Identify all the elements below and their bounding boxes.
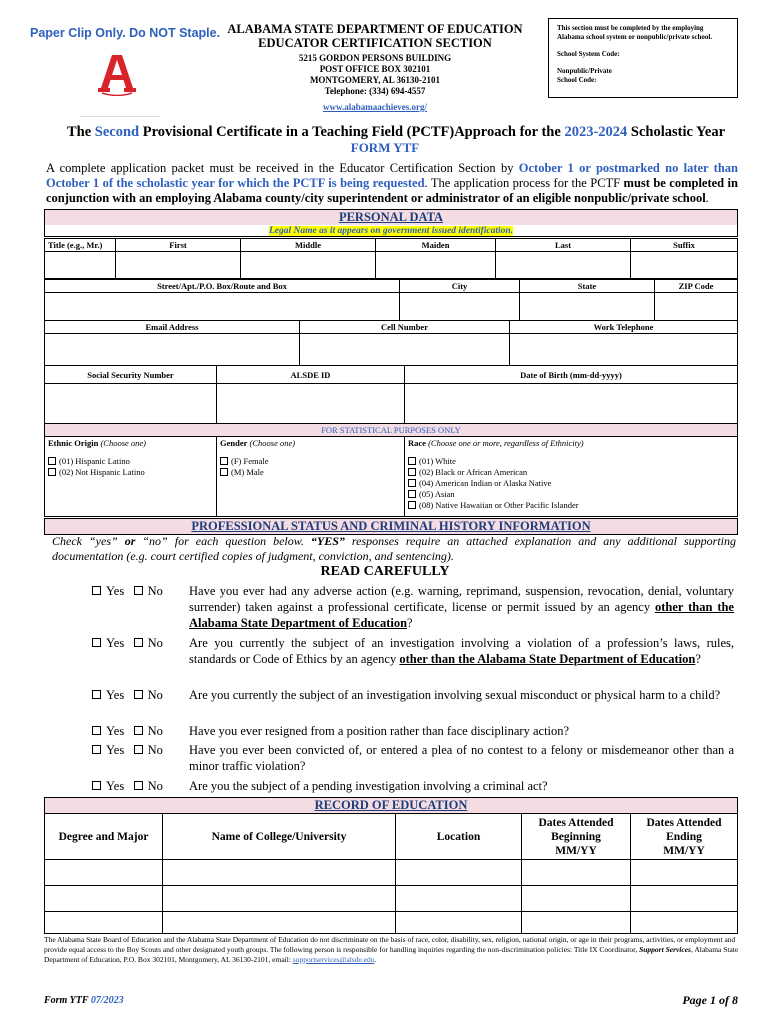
yes-label: Yes — [106, 743, 125, 757]
support-email-link[interactable]: supportservices@alsde.edu — [292, 955, 375, 964]
input-dob[interactable] — [405, 384, 738, 424]
instr-3: “no” for each question below. — [135, 534, 311, 548]
checkbox[interactable] — [408, 501, 416, 509]
label-alsde-id: ALSDE ID — [217, 366, 405, 384]
ethnic-option[interactable] — [48, 467, 213, 477]
question-text: Have you ever been convicted of, or entered a plea of no contest to a felony or misdemeanor other than a minor traffic violation? — [189, 743, 734, 773]
gender-option-label: (M) Male — [231, 467, 264, 477]
ethnic-cell — [45, 437, 217, 517]
label-dob: Date of Birth (mm-dd-yyyy) — [405, 366, 738, 384]
yes-no-group — [92, 635, 192, 651]
label-work-phone: Work Telephone — [510, 321, 738, 334]
col-college: Name of College/University — [163, 814, 396, 860]
legal-name-note-cell — [45, 225, 738, 237]
input-degree[interactable] — [45, 860, 163, 886]
no-label: No — [147, 636, 163, 650]
no-checkbox[interactable] — [134, 586, 143, 595]
name-table — [44, 238, 738, 279]
gender-cell — [217, 437, 405, 517]
checkbox[interactable] — [220, 457, 228, 465]
no-checkbox[interactable] — [134, 638, 143, 647]
no-checkbox[interactable] — [134, 690, 143, 699]
input-location[interactable] — [396, 860, 522, 886]
intro-s3: . The application process for the PCTF — [424, 176, 624, 190]
gender-label: Gender — [220, 438, 248, 448]
private-school-code-label: Nonpublic/Private School Code: — [557, 67, 612, 84]
question-5 — [92, 742, 734, 774]
nd-text-3: , Alabama State Department of Education, P.O. Box 302101, Montgomery, AL 36130-2101, email: — [44, 945, 739, 964]
checkbox[interactable] — [220, 468, 228, 476]
non-discrimination-notice — [44, 935, 740, 965]
question-1 — [92, 583, 734, 631]
instr-or: or — [124, 534, 136, 548]
instr-1: Check “yes” — [52, 534, 125, 548]
gender-hint: (Choose one) — [249, 438, 296, 448]
question-text: Have you ever resigned from a position rather than face disciplinary action? — [189, 724, 570, 738]
input-college[interactable] — [163, 860, 396, 886]
race-option-label: (02) Black or African American — [419, 467, 528, 477]
education-heading: RECORD OF EDUCATION — [45, 798, 738, 814]
input-location[interactable] — [396, 912, 522, 934]
col-end-l1: Dates Attended — [646, 816, 722, 829]
yes-label: Yes — [106, 584, 125, 598]
col-location: Location — [396, 814, 522, 860]
race-label: Race — [408, 438, 426, 448]
question-end: ? — [407, 616, 413, 630]
col-degree: Degree and Major — [45, 814, 163, 860]
yes-label: Yes — [106, 724, 125, 738]
question-6 — [92, 778, 734, 794]
yes-label: Yes — [106, 636, 125, 650]
education-row — [45, 860, 738, 886]
race-option[interactable] — [408, 478, 734, 488]
personal-data-heading: PERSONAL DATA — [45, 210, 738, 226]
read-carefully: READ CAREFULLY — [320, 564, 450, 579]
race-cell — [405, 437, 738, 517]
race-option-label: (08) Native Hawaiian or Other Pacific Islander — [419, 500, 579, 510]
input-college[interactable] — [163, 886, 396, 912]
id-table — [44, 365, 738, 424]
logo-divider — [80, 116, 160, 117]
legal-name-note: Legal Name as it appears on government issued identification. — [268, 226, 514, 236]
intro-conjunction: must be completed in conjunction with an employing Alabama county/city superintendent or administrator of an eligible nonpublic/private school — [46, 176, 738, 205]
label-email: Email Address — [45, 321, 300, 334]
question-text: Are you the subject of a pending investigation involving a criminal act? — [189, 779, 548, 793]
label-title: Title (e.g., Mr.) — [45, 239, 116, 252]
yes-label: Yes — [106, 688, 125, 702]
col-begin — [522, 814, 631, 860]
input-cell[interactable] — [300, 334, 510, 366]
yes-checkbox[interactable] — [92, 781, 101, 790]
race-option[interactable] — [408, 467, 734, 477]
question-4 — [92, 723, 734, 739]
school-code-box — [548, 18, 738, 98]
form-name: FORM YTF — [350, 140, 420, 155]
address-table — [44, 279, 738, 321]
website-link[interactable]: www.alabamaachieves.org/ — [323, 102, 427, 112]
race-hint: (Choose one or more, regardless of Ethnicity) — [428, 438, 584, 448]
input-zip[interactable] — [655, 293, 738, 321]
input-title[interactable] — [45, 252, 116, 279]
col-end-l3: MM/YY — [663, 844, 705, 857]
input-end[interactable] — [631, 912, 738, 934]
ethnic-option-label: (02) Not Hispanic Latino — [59, 467, 145, 477]
race-option-label: (05) Asian — [419, 489, 455, 499]
yes-checkbox[interactable] — [92, 745, 101, 754]
yes-no-group — [92, 723, 192, 739]
input-end[interactable] — [631, 886, 738, 912]
stat-heading: FOR STATISTICAL PURPOSES ONLY — [45, 424, 738, 437]
col-begin-l3: MM/YY — [555, 844, 597, 857]
address-line-2: POST OFFICE BOX 302101 — [319, 64, 431, 74]
education-row — [45, 886, 738, 912]
yes-checkbox[interactable] — [92, 638, 101, 647]
instr-5: responses require an attached explanation and any additional supporting documentation (e.g. court certified copies of judgment, conviction, and sentencing). — [52, 534, 736, 563]
question-end: ? — [695, 652, 701, 666]
race-option[interactable] — [408, 489, 734, 499]
question-2 — [92, 635, 734, 667]
instr-yes: “YES” — [310, 534, 345, 548]
dept-line-2: EDUCATOR CERTIFICATION SECTION — [258, 36, 492, 50]
contact-table — [44, 320, 738, 366]
form-id-label: Form YTF — [44, 995, 91, 1006]
title-year: 2023-2024 — [564, 124, 628, 140]
school-system-code-label: School System Code: — [557, 50, 620, 58]
col-begin-l1: Dates Attended — [538, 816, 614, 829]
gender-option-label: (F) Female — [231, 456, 269, 466]
yes-label: Yes — [106, 779, 125, 793]
dept-line-1: ALABAMA STATE DEPARTMENT OF EDUCATION — [227, 22, 523, 36]
input-ssn[interactable] — [45, 384, 217, 424]
checkbox[interactable] — [408, 479, 416, 487]
question-text: Are you currently the subject of an investigation involving sexual misconduct or physical harm to a child? — [189, 688, 721, 702]
question-text: Are you currently the subject of an investigation involving a violation of a profession’s laws, rules, standards or Code of Ethics by an agency — [189, 636, 734, 666]
label-ssn: Social Security Number — [45, 366, 217, 384]
checkbox[interactable] — [408, 490, 416, 498]
yes-no-group — [92, 778, 192, 794]
no-checkbox[interactable] — [134, 726, 143, 735]
no-label: No — [147, 584, 163, 598]
yes-no-group — [92, 583, 192, 599]
no-label: No — [147, 688, 163, 702]
label-cell: Cell Number — [300, 321, 510, 334]
input-degree[interactable] — [45, 886, 163, 912]
phone: Telephone: (334) 694-4557 — [324, 86, 426, 96]
checkbox[interactable] — [48, 468, 56, 476]
label-state: State — [520, 280, 655, 293]
professional-heading: PROFESSIONAL STATUS AND CRIMINAL HISTORY INFORMATION — [44, 518, 738, 535]
no-checkbox[interactable] — [134, 781, 143, 790]
input-begin[interactable] — [522, 912, 631, 934]
input-college[interactable] — [163, 912, 396, 934]
race-option-label: (04) American Indian or Alaska Native — [419, 478, 552, 488]
education-row — [45, 912, 738, 934]
race-option-label: (01) White — [419, 456, 456, 466]
input-maiden[interactable] — [376, 252, 496, 279]
ethnic-option[interactable] — [48, 456, 213, 466]
professional-instructions — [52, 534, 736, 564]
address-line-3: MONTGOMERY, AL 36130-2101 — [309, 75, 441, 85]
alsde-logo-icon — [98, 52, 136, 96]
form-id — [44, 995, 124, 1006]
no-checkbox[interactable] — [134, 745, 143, 754]
yes-no-group — [92, 742, 192, 758]
input-suffix[interactable] — [631, 252, 738, 279]
label-maiden: Maiden — [376, 239, 496, 252]
col-end-l2: Ending — [666, 830, 702, 843]
input-begin[interactable] — [522, 886, 631, 912]
statistics-table — [44, 423, 738, 517]
yes-checkbox[interactable] — [92, 726, 101, 735]
nd-support-services: Support Services — [639, 945, 691, 954]
input-street[interactable] — [45, 293, 400, 321]
input-location[interactable] — [396, 886, 522, 912]
yes-checkbox[interactable] — [92, 690, 101, 699]
title-second: Second — [94, 124, 140, 140]
department-header — [225, 22, 525, 115]
title-part-3: Provisional Certificate in a Teaching Field (PCTF)Approach for the — [139, 124, 565, 140]
yes-checkbox[interactable] — [92, 586, 101, 595]
yes-no-group — [92, 687, 192, 703]
label-middle: Middle — [241, 239, 376, 252]
input-work-phone[interactable] — [510, 334, 738, 366]
input-degree[interactable] — [45, 912, 163, 934]
page-number: Page 1 of 8 — [682, 993, 738, 1007]
checkbox[interactable] — [408, 457, 416, 465]
input-state[interactable] — [520, 293, 655, 321]
ethnic-label: Ethnic Origin — [48, 438, 99, 448]
question-emphasis: other than the Alabama State Department of Education — [399, 652, 696, 666]
title-part-5: Scholastic Year — [627, 124, 726, 140]
page-title — [46, 124, 746, 141]
title-part-1: The — [66, 124, 95, 140]
intro-paragraph — [46, 161, 738, 206]
label-suffix: Suffix — [631, 239, 738, 252]
label-zip: ZIP Code — [655, 280, 738, 293]
label-last: Last — [496, 239, 631, 252]
form-date: 07/2023 — [90, 995, 124, 1006]
race-option[interactable] — [408, 500, 734, 510]
address-line-1: 5215 GORDON PERSONS BUILDING — [298, 53, 452, 63]
no-label: No — [147, 724, 163, 738]
question-emphasis: other than the Alabama State Department of Education — [189, 600, 734, 630]
no-label: No — [147, 779, 163, 793]
input-middle[interactable] — [241, 252, 376, 279]
question-text: Have you ever had any adverse action (e.g. warning, reprimand, suspension, revocation, denial, voluntary surrender) taken against a professional certificate, license or permit issued by an agency — [189, 584, 734, 614]
input-alsde-id[interactable] — [217, 384, 405, 424]
race-option[interactable] — [408, 456, 734, 466]
label-street: Street/Apt./P.O. Box/Route and Box — [45, 280, 400, 293]
label-first: First — [116, 239, 241, 252]
checkbox[interactable] — [48, 457, 56, 465]
paper-clip-note: Paper Clip Only. Do NOT Staple. — [30, 26, 221, 40]
ethnic-option-label: (01) Hispanic Latino — [59, 456, 130, 466]
intro-deadline: October 1 or postmarked no later than October 1 of the scholastic year for which the PCTF is being requested — [46, 161, 738, 190]
ethnic-hint: (Choose one) — [100, 438, 146, 448]
label-city: City — [400, 280, 520, 293]
gender-option[interactable] — [220, 467, 401, 477]
input-end[interactable] — [631, 860, 738, 886]
box-note: This section must be completed by the employing Alabama school system or nonpublic/private school. — [557, 24, 713, 41]
gender-option[interactable] — [220, 456, 401, 466]
input-email[interactable] — [45, 334, 300, 366]
col-end — [631, 814, 738, 860]
input-last[interactable] — [496, 252, 631, 279]
no-label: No — [147, 743, 163, 757]
input-first[interactable] — [116, 252, 241, 279]
nd-text-1: The Alabama State Board of Education and the Alabama State Department of Education do not discriminate on the basis of race, color, disability, sex, religion, national origin, or age in their programs, activities, or employment and provide equal access to the Boy Scouts and other designated youth groups. The following person is responsible for handling inquiries regarding the non-discrimination policies: Title IX Coordinator, — [44, 935, 736, 954]
personal-data-table — [44, 209, 738, 237]
checkbox[interactable] — [408, 468, 416, 476]
question-3 — [92, 687, 734, 703]
intro-s1: A complete application packet must be received in the Educator Certification Section by — [46, 161, 519, 175]
input-city[interactable] — [400, 293, 520, 321]
intro-s5: . — [705, 191, 709, 205]
education-table — [44, 797, 738, 934]
col-begin-l2: Beginning — [551, 830, 601, 843]
nd-text-4: . — [374, 955, 377, 964]
input-begin[interactable] — [522, 860, 631, 886]
